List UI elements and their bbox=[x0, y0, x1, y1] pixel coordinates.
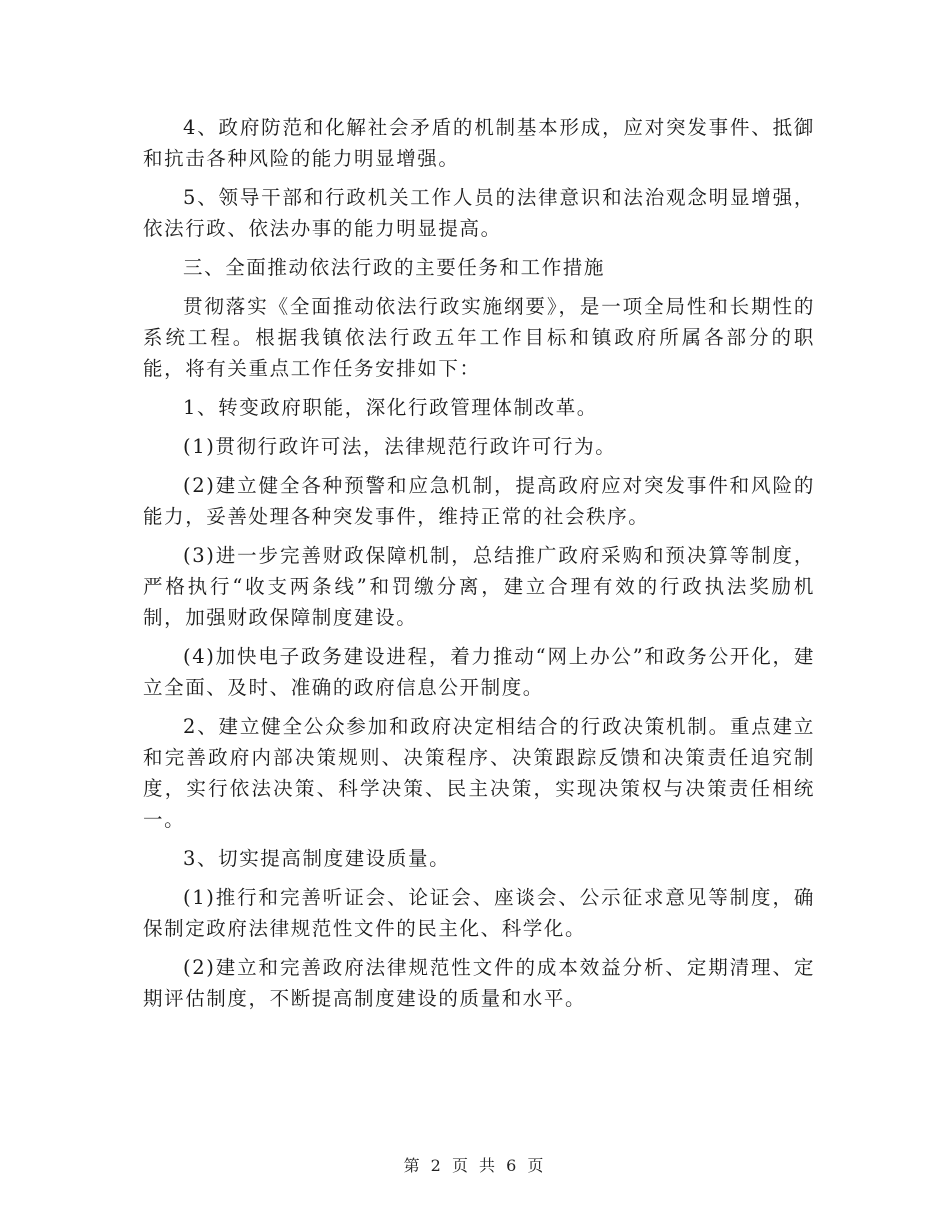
paragraph-goal-4: 4、政府防范和化解社会矛盾的机制基本形成，应对突发事件、抵御和抗击各种风险的能力明显增强。 bbox=[143, 116, 815, 170]
paragraph-item-1-4: (4)加快电子政务建设进程，着力推动“网上办公”和政务公开化，建立全面、及时、准确的政府信息公开制度。 bbox=[143, 645, 815, 699]
paragraph-item-3-2: (2)建立和完善政府法律规范性文件的成本效益分析、定期清理、定期评估制度，不断提高制度建设的质量和水平。 bbox=[143, 956, 815, 1010]
document-body bbox=[143, 112, 815, 1022]
paragraph-item-3: 3、切实提高制度建设质量。 bbox=[183, 847, 451, 870]
page-number-footer: 第 2 页 共 6 页 bbox=[403, 1156, 547, 1175]
paragraph-item-3-1: (1)推行和完善听证会、论证会、座谈会、公示征求意见等制度，确保制定政府法律规范性文件的民主化、科学化。 bbox=[143, 886, 815, 940]
paragraph-item-1: 1、转变政府职能，深化行政管理体制改革。 bbox=[183, 396, 598, 419]
section-heading-3: 三、全面推动依法行政的主要任务和工作措施 bbox=[183, 256, 606, 279]
paragraph-item-1-2: (2)建立健全各种预警和应急机制，提高政府应对突发事件和风险的能力，妥善处理各种突发事件，维持正常的社会秩序。 bbox=[143, 474, 815, 528]
paragraph-item-2: 2、建立健全公众参加和政府决定相结合的行政决策机制。重点建立和完善政府内部决策规则、决策程序、决策跟踪反馈和决策责任追究制度，实行依法决策、科学决策、民主决策，实现决策权与决策责任相统一。 bbox=[143, 715, 815, 831]
paragraph-intro: 贯彻落实《全面推动依法行政实施纲要》，是一项全局性和长期性的系统工程。根据我镇依法行政五年工作目标和镇政府所属各部分的职能，将有关重点工作任务安排如下： bbox=[143, 295, 815, 380]
paragraph-item-1-1: (1)贯彻行政许可法，法律规范行政许可行为。 bbox=[183, 435, 617, 458]
paragraph-item-1-3: (3)进一步完善财政保障机制，总结推广政府采购和预决算等制度，严格执行“收支两条线”和罚缴分离，建立合理有效的行政执法奖励机制，加强财政保障制度建设。 bbox=[143, 544, 815, 629]
paragraph-goal-5: 5、领导干部和行政机关工作人员的法律意识和法治观念明显增强，依法行政、依法办事的能力明显提高。 bbox=[143, 186, 815, 240]
